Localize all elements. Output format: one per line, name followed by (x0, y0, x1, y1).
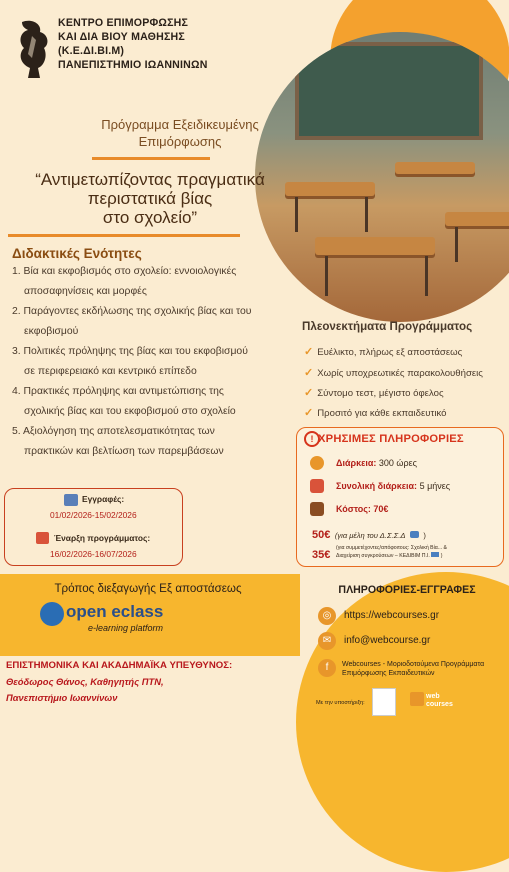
globe-icon: ◎ (318, 607, 336, 625)
contact-heading: ΠΛΗΡΟΦΟΡΙΕΣ-ΕΓΓΡΑΦΕΣ (338, 584, 476, 596)
alumni-price: 35€ (312, 549, 331, 561)
program-type: Πρόγραμμα Εξειδικευμένης Επιμόρφωσης (101, 117, 259, 149)
email-link[interactable]: info@webcourse.gr (344, 635, 431, 646)
list-item: 2. Παράγοντες εκδήλωσης της σχολικής βίας και του εκφοβισμού (12, 306, 252, 337)
university-name: ΠΑΝΕΠΙΣΤΗΜΙΟ ΙΩΑΝΝΙΝΩΝ (58, 59, 208, 71)
checkmark-icon: ✓ (304, 387, 314, 399)
globe-icon (40, 602, 64, 626)
start-dates: 16/02/2026-16/07/2026 (50, 549, 137, 559)
facebook-icon: f (318, 659, 336, 677)
org-name-line1: ΚΕΝΤΡΟ ΕΠΙΜΟΡΦΩΣΗΣ (58, 17, 189, 29)
member-price: 50€ (για μέλη του Δ.Σ.Σ.Δ ) (312, 529, 426, 541)
website-link[interactable]: https://webcourses.gr (344, 610, 440, 621)
advantage-item: ✓ Χωρίς υποχρεωτικές παρακολουθήσεις (304, 367, 483, 379)
calendar-icon (36, 532, 49, 544)
list-item: 1. Βία και εκφοβισμός στο σχολείο: εννοιολογικές αποσαφηνίσεις και μορφές (12, 266, 237, 297)
partner-logo-icon (410, 531, 419, 538)
email-icon: ✉ (318, 632, 336, 650)
partner-logo-icon (431, 552, 439, 557)
checkmark-icon: ✓ (304, 407, 314, 419)
advantage-item: ✓ Προσιτό για κάθε εκπαιδευτικό (304, 407, 447, 419)
divider (8, 234, 240, 237)
partner-logo (372, 688, 396, 716)
webcourses-logo: web courses (426, 693, 453, 708)
list-item: 4. Πρακτικές πρόληψης και αντιμετώπισης της σχολικής βίας και του εκφοβισμού στο σχολείο (12, 386, 236, 417)
org-name-line2: ΚΑΙ ΔΙΑ ΒΙΟΥ ΜΑΘΗΣΗΣ (58, 31, 185, 43)
clock-icon (310, 456, 324, 470)
info-title: ΧΡΗΣΙΜΕΣ ΠΛΗΡΟΦΟΡΙΕΣ (318, 433, 464, 445)
facebook-link[interactable]: Webcourses - Μοριοδοτούμενα Προγράμματα Επιμόρφωσης Εκπαιδευτικών (342, 661, 485, 677)
advantage-item: ✓ Σύντομο τεστ, μέγιστο όφελος (304, 387, 444, 399)
start-label: Έναρξη προγράμματος: (54, 533, 151, 543)
money-icon (310, 502, 324, 516)
registration-label: Εγγραφές: (82, 494, 125, 504)
registration-dates: 01/02/2026-15/02/2026 (50, 510, 137, 520)
info-icon: ! (304, 431, 320, 447)
checkmark-icon: ✓ (304, 346, 314, 358)
duration: Διάρκεια: 300 ώρες (336, 458, 417, 468)
list-item: 5. Αξιολόγηση της αποτελεσματικότητας των πρακτικών και βελτίωση των παρεμβάσεων (12, 426, 224, 457)
cost: Κόστος: 70€ (336, 504, 389, 514)
webcourses-logo-icon (410, 692, 424, 706)
divider (92, 157, 210, 160)
calendar-icon (310, 479, 324, 493)
advantage-item: ✓ Ευέλικτο, πλήρως εξ αποστάσεως (304, 346, 463, 358)
list-item: 3. Πολιτικές πρόληψης της βίας και του εκφοβισμού σε περιφερειακό και κεντρικό επίπεδο (12, 346, 248, 377)
registration-icon (64, 494, 78, 506)
delivery-mode-label: Τρόπος διεξαγωγής Εξ αποστάσεως (54, 582, 242, 595)
program-title: “Αντιμετωπίζοντας πραγματικά περιστατικά βίας στο σχολείο” (35, 170, 265, 227)
scientific-heading: ΕΠΙΣΤΗΜΟΝΙΚΑ ΚΑΙ ΑΚΑΔΗΜΑΪΚΑ ΥΠΕΥΘΥΝΟΣ: (6, 660, 233, 671)
scientific-university: Πανεπιστήμιο Ιωαννίνων (6, 692, 118, 703)
alumni-price-note: (για συμμετέχοντες/απόφοιτους: Σχολική Βία... & Διαχείριση συγκρούσεων – ΚΕΔΙΒΙΜ Π.Ι. ) (336, 545, 447, 559)
checkmark-icon: ✓ (304, 367, 314, 379)
advantages-heading: Πλεονεκτήματα Προγράμματος (302, 320, 473, 333)
total-duration: Συνολική διάρκεια: 5 μήνες (336, 481, 451, 491)
open-eclass-logo: open eclass e-learning platform (40, 599, 210, 639)
units-list (12, 262, 302, 462)
support-label: Με την υποστήριξη: (316, 700, 365, 706)
scientific-person: Θεόδωρος Θάνος, Καθηγητής ΠΤΝ, (6, 676, 164, 687)
university-emblem-icon (14, 18, 52, 80)
org-abbreviation: (Κ.Ε.ΔΙ.ΒΙ.Μ) (58, 45, 125, 57)
units-heading: Διδακτικές Ενότητες (12, 246, 142, 261)
